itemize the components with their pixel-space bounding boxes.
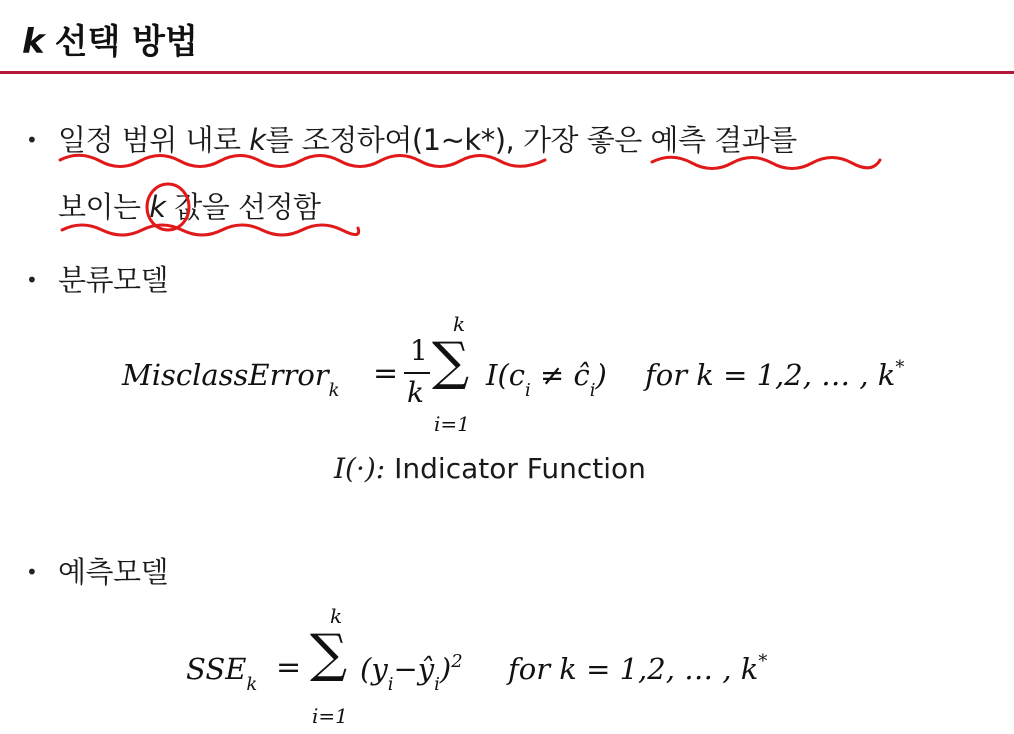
title-divider	[0, 71, 1014, 74]
indicator-function-note	[334, 452, 646, 485]
regression-model-label: 예측모델	[58, 555, 169, 589]
formula1-fraction-denominator: k	[407, 376, 424, 409]
bullet-1-line-2	[58, 185, 321, 226]
line1-pre: 일정 범위 내로	[58, 123, 250, 157]
formula2-sum-lower: i=1	[312, 704, 348, 728]
formula1-range: for k = 1,2, … , k*	[645, 357, 905, 392]
formula2-body: $(y_i-ŷ_i)^2$	[360, 651, 463, 695]
line2-post: 값을 선정함	[165, 190, 321, 224]
formula2-sigma: ∑	[310, 624, 348, 684]
formula1-sigma: ∑	[432, 332, 470, 392]
indicator-symbol: I(·):	[334, 452, 386, 485]
formula1-body: $I(c_i$ ≠ $ĉ_i$)	[486, 358, 607, 401]
slide-title	[22, 14, 198, 63]
line1-post: 를 조정하여(1~k*), 가장 좋은 예측 결과를	[265, 123, 797, 157]
formula2-lhs: $SSE_k$	[186, 652, 258, 695]
formula2-sum-upper: k	[330, 604, 343, 628]
bullet-2: •	[26, 268, 38, 292]
formula2-equals: =	[276, 650, 302, 685]
formula1-fraction-numerator: 1	[410, 334, 428, 367]
line2-var: k	[149, 190, 166, 224]
formula1-sum-lower: i=1	[434, 412, 470, 436]
title-variable: k	[22, 22, 45, 62]
indicator-text: Indicator Function	[385, 452, 646, 485]
bullet-1: •	[26, 128, 38, 152]
wavy-underline-3	[62, 225, 359, 235]
formula1-sum-upper: k	[453, 312, 466, 336]
title-text: 선택 방법	[54, 22, 198, 62]
formula1-equals: =	[373, 356, 399, 391]
formula1-fraction-bar	[404, 372, 430, 374]
classification-model-label: 분류모델	[58, 263, 169, 297]
line2-pre: 보이는	[58, 190, 150, 224]
formula2-range: for k = 1,2, … , k*	[508, 651, 768, 686]
formula1-lhs: MisclassError$_k$	[122, 358, 340, 401]
bullet-1-line-1	[58, 118, 797, 159]
line1-var: k	[249, 123, 266, 157]
bullet-3: •	[26, 560, 38, 584]
